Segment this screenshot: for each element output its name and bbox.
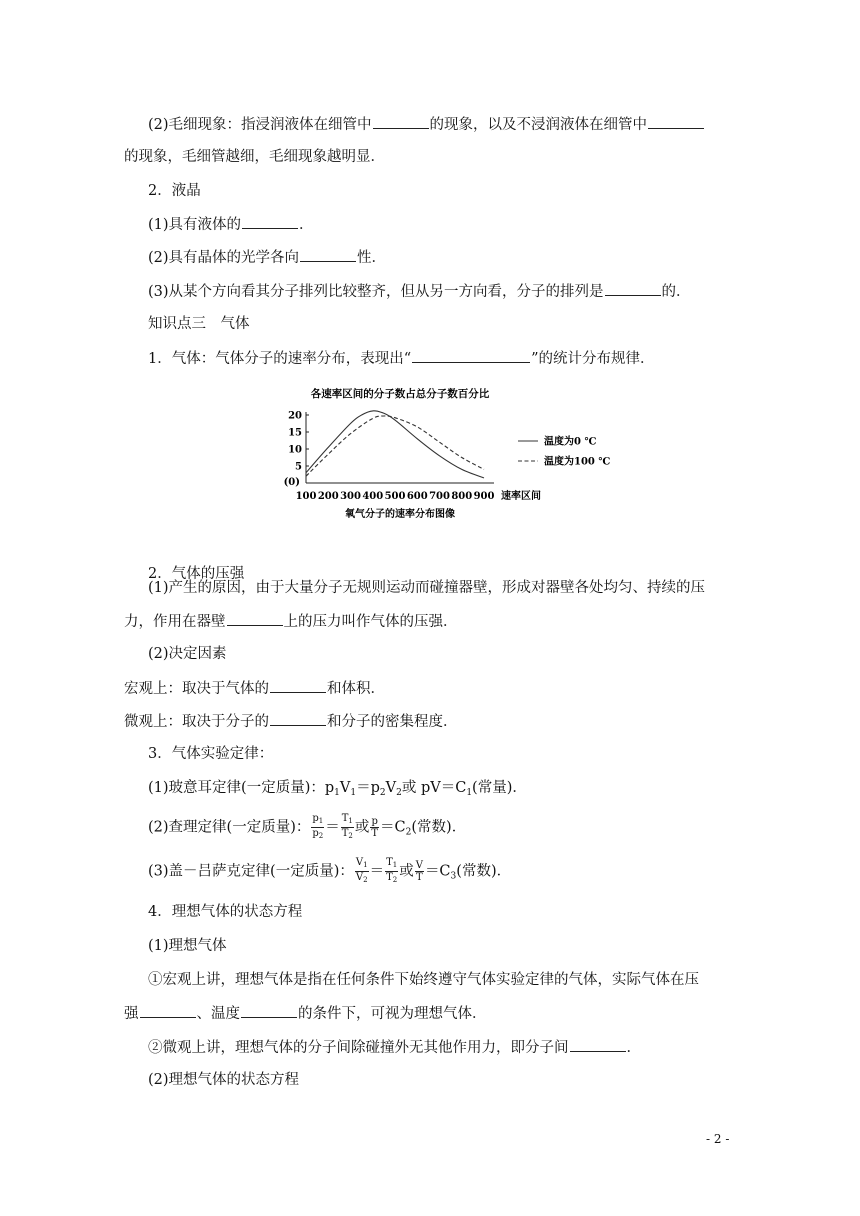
text: (2)查理定律(一定质量)： bbox=[148, 819, 311, 836]
page-number: - 2 - bbox=[706, 1132, 730, 1146]
line-ideal-gas bbox=[148, 936, 227, 956]
text: (常量)． bbox=[472, 780, 527, 796]
answer-blank[interactable] bbox=[140, 1003, 196, 1018]
text: ＝C bbox=[380, 819, 406, 836]
text: 强 bbox=[124, 1006, 139, 1022]
text: (1)理想气体 bbox=[148, 938, 227, 954]
x-tick-label: 300 bbox=[340, 491, 361, 502]
answer-blank[interactable] bbox=[648, 114, 704, 129]
line-boyle bbox=[148, 778, 527, 803]
fraction-v1-v2: $\frac{V_1}{V_2}$ bbox=[355, 857, 368, 884]
text: ”的统计分布规律． bbox=[531, 351, 655, 367]
legend-label: 温度为100 ℃ bbox=[544, 456, 610, 468]
text: 的． bbox=[661, 284, 691, 300]
text: 知识点三 气体 bbox=[148, 316, 250, 332]
text: 、温度 bbox=[196, 1006, 240, 1022]
subscript: 3 bbox=[450, 871, 457, 882]
line-lc-3 bbox=[148, 281, 691, 302]
line-ideal-macro-2 bbox=[124, 1003, 487, 1024]
subscript: 2 bbox=[405, 827, 412, 838]
fraction-t1-t2-b: $\frac{T_1}{T_2}$ bbox=[386, 857, 398, 884]
text: 和分子的密集程度． bbox=[327, 714, 458, 730]
y-tick-label: 5 bbox=[295, 461, 302, 473]
answer-blank[interactable] bbox=[227, 611, 283, 626]
answer-blank[interactable] bbox=[605, 281, 661, 296]
text: 或 bbox=[354, 819, 370, 836]
line-factors bbox=[148, 644, 227, 664]
x-tick-label: 400 bbox=[362, 491, 384, 502]
y-tick-label: 20 bbox=[288, 410, 302, 422]
text: 1．气体：气体分子的速率分布，表现出“ bbox=[148, 351, 412, 367]
text: 或 bbox=[399, 863, 414, 880]
x-tick-label: 600 bbox=[406, 491, 428, 502]
text: ＝C bbox=[424, 863, 451, 880]
text: (常数)． bbox=[411, 819, 467, 836]
subscript: 2 bbox=[379, 788, 386, 798]
subscript: 1 bbox=[350, 788, 357, 798]
legend bbox=[518, 435, 610, 468]
subscript: 1 bbox=[466, 788, 473, 798]
text: 性． bbox=[357, 250, 387, 266]
chart-caption: 氧气分子的速率分布图像 bbox=[345, 509, 455, 520]
subscript: 2 bbox=[396, 788, 402, 798]
text: (2)毛细现象：指浸润液体在细管中 bbox=[148, 117, 372, 133]
text: 的现象，以及不浸润液体在细管中 bbox=[429, 117, 648, 133]
line-macro bbox=[124, 678, 385, 699]
answer-blank[interactable] bbox=[270, 711, 326, 726]
fraction-p1-p2: $\frac{p_1}{p_2}$ bbox=[312, 813, 324, 840]
text: 宏观上：取决于气体的 bbox=[124, 681, 269, 697]
line-pressure-cause-2 bbox=[124, 611, 458, 632]
y-tick-label: 15 bbox=[288, 427, 302, 439]
answer-blank[interactable] bbox=[300, 247, 356, 262]
x-tick-label: 900 bbox=[473, 491, 495, 502]
fraction-v-t: $\frac{V}{T}$ bbox=[415, 860, 423, 883]
text: (2)具有晶体的光学各向 bbox=[148, 250, 300, 266]
line-capillary-1 bbox=[148, 114, 705, 135]
answer-blank[interactable] bbox=[570, 1037, 626, 1052]
text: (3)盖－吕萨克定律(一定质量)： bbox=[148, 863, 354, 880]
text: 上的压力叫作气体的压强． bbox=[283, 614, 458, 630]
text: ①宏观上讲，理想气体是指在任何条件下始终遵守气体实验定律的气体，实际气体在压 bbox=[148, 972, 699, 988]
line-gas-1 bbox=[148, 348, 655, 369]
y-tick-label: 10 bbox=[288, 444, 302, 456]
line-capillary-2 bbox=[124, 147, 385, 167]
text: ． bbox=[626, 1040, 641, 1056]
heading-liquid-crystal bbox=[148, 181, 201, 201]
heading-ideal-gas-equation bbox=[148, 902, 302, 922]
text: 微观上：取决于分子的 bbox=[124, 714, 269, 730]
text: (1)玻意耳定律(一定质量)：p bbox=[148, 780, 335, 796]
text: (常数)． bbox=[456, 863, 512, 880]
text: ②微观上讲，理想气体的分子间除碰撞外无其他作用力，即分子间 bbox=[148, 1040, 569, 1056]
x-tick-label: 100 bbox=[295, 491, 317, 502]
text: 4．理想气体的状态方程 bbox=[148, 904, 303, 920]
answer-blank[interactable] bbox=[270, 678, 326, 693]
line-gay-lussac: (3)盖－吕萨克定律(一定质量)： $\frac{V_1}{V_2}$ ＝ $\frac{T_1}{T_2}$ 或 $\frac{V}{T}$ $=C_3$(常数)． bbox=[148, 857, 512, 884]
x-tick-label: 800 bbox=[451, 491, 473, 502]
speed-distribution-chart bbox=[270, 380, 610, 526]
x-axis-label: 速率区间 bbox=[501, 491, 541, 502]
x-tick-label: 200 bbox=[317, 491, 339, 502]
answer-blank[interactable] bbox=[242, 214, 298, 229]
line-lc-1 bbox=[148, 214, 314, 235]
y-tick-label: (0) bbox=[283, 477, 300, 488]
y-tick-labels bbox=[284, 411, 309, 489]
fraction-t1-t2: $\frac{T_1}{T_2}$ bbox=[341, 813, 353, 840]
x-tick-label: 700 bbox=[429, 491, 450, 502]
answer-blank[interactable] bbox=[412, 348, 530, 363]
text: 3．气体实验定律： bbox=[148, 746, 274, 762]
legend-label: 温度为0 ℃ bbox=[544, 436, 597, 448]
line-ideal-macro-1 bbox=[148, 970, 699, 990]
text: (3)从某个方向看其分子排列比较整齐，但从另一方向看，分子的排列是 bbox=[148, 284, 604, 300]
text: ． bbox=[299, 217, 314, 233]
heading-gas-laws bbox=[148, 744, 273, 764]
text: 力，作用在器壁 bbox=[124, 614, 226, 630]
chart-title: 各速率区间的分子数占总分子数百分比 bbox=[310, 388, 490, 400]
text: (1)产生的原因，由于大量分子无规则运动而碰撞器壁，形成对器壁各处均匀、持续的压 bbox=[148, 580, 706, 596]
text: 2．气体的压强 bbox=[148, 566, 245, 582]
x-tick-labels bbox=[296, 491, 495, 502]
text: ＝p bbox=[356, 780, 380, 796]
text: (2)决定因素 bbox=[148, 646, 227, 662]
answer-blank[interactable] bbox=[373, 114, 429, 129]
x-tick-label: 500 bbox=[384, 491, 406, 502]
subscript: 1 bbox=[334, 788, 340, 798]
text: 的条件下，可视为理想气体． bbox=[298, 1006, 487, 1022]
heading-state-equation bbox=[148, 1070, 299, 1090]
line-charles: (2)查理定律(一定质量)： $\frac{p_1}{p_2}$ ＝ $\frac{T_1}{T_2}$ 或 $\frac{p}{T}$ $=C_2$(常数)． bbox=[148, 813, 467, 840]
line-lc-2 bbox=[148, 247, 386, 268]
text: 和体积． bbox=[327, 681, 385, 697]
line-micro bbox=[124, 711, 458, 732]
text: V bbox=[385, 780, 397, 796]
line-pressure-cause-1 bbox=[148, 578, 705, 598]
text: 或 pV＝C bbox=[401, 780, 467, 796]
text: 2．液晶 bbox=[148, 183, 201, 199]
text: 的现象，毛细管越细，毛细现象越明显． bbox=[124, 149, 385, 165]
fraction-p-t: $\frac{p}{T}$ bbox=[371, 816, 379, 839]
line-ideal-micro bbox=[148, 1037, 641, 1058]
text: (2)理想气体的状态方程 bbox=[148, 1072, 300, 1088]
text: (1)具有液体的 bbox=[148, 217, 242, 233]
series-line-temp-0c bbox=[306, 411, 484, 478]
heading-knowledge-3 bbox=[148, 314, 250, 334]
answer-blank[interactable] bbox=[241, 1003, 297, 1018]
text: V bbox=[339, 780, 351, 796]
